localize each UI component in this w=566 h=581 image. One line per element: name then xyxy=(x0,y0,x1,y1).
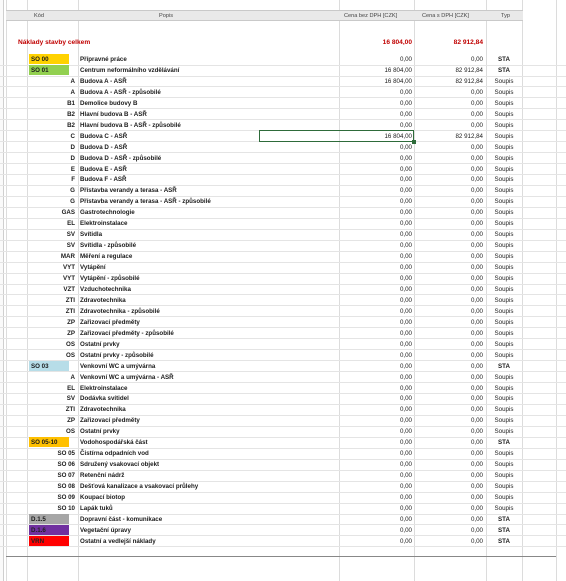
row-price-incl: 0,00 xyxy=(470,329,483,337)
row-price-incl: 0,00 xyxy=(470,340,483,348)
table-row[interactable] xyxy=(0,481,566,492)
row-type: Soupis xyxy=(494,264,514,271)
row-type: STA xyxy=(498,515,510,523)
row-type: Soupis xyxy=(494,176,514,184)
row-type: Soupis xyxy=(494,428,514,436)
row-type: Soupis xyxy=(494,209,514,217)
row-type: Soupis xyxy=(494,285,514,293)
row-price-incl: 0,00 xyxy=(470,439,483,447)
row-price-incl: 0,00 xyxy=(470,351,483,359)
row-description: Sdružený vsakovací objekt xyxy=(80,461,160,469)
header-price-excl-vat: Cena bez DPH [CZK] xyxy=(344,13,398,19)
row-price-excl: 0,00 xyxy=(399,307,412,315)
table-row[interactable] xyxy=(0,404,566,415)
row-description: Svítidla xyxy=(80,231,103,239)
row-type: Soupis xyxy=(494,384,514,392)
row-price-excl: 16 804,00 xyxy=(384,67,412,74)
table-row[interactable] xyxy=(0,339,566,350)
row-code: D.1.6 xyxy=(29,525,69,535)
row-price-incl: 0,00 xyxy=(470,428,483,436)
row-price-excl: 0,00 xyxy=(399,472,412,480)
row-code: C xyxy=(70,132,75,140)
row-code: D xyxy=(70,154,75,162)
row-type: Soupis xyxy=(494,165,514,173)
row-description: Demolice budovy B xyxy=(80,99,138,107)
row-price-excl: 16 804,00 xyxy=(384,132,412,140)
table-row[interactable] xyxy=(0,383,566,394)
row-price-incl: 0,00 xyxy=(470,526,483,534)
row-price-excl: 0,00 xyxy=(399,296,412,304)
row-price-incl: 0,00 xyxy=(470,88,483,96)
row-description: Zdravotechnika xyxy=(80,296,126,304)
row-type: Soupis xyxy=(494,99,514,107)
row-price-excl: 0,00 xyxy=(399,242,412,250)
row-price-excl: 0,00 xyxy=(399,450,412,458)
row-price-excl: 0,00 xyxy=(399,187,412,195)
table-row[interactable] xyxy=(0,350,566,361)
row-price-excl: 0,00 xyxy=(399,526,412,534)
selected-cell[interactable] xyxy=(259,130,414,142)
row-description: Vegetační úpravy xyxy=(80,526,131,534)
row-type: STA xyxy=(498,526,510,534)
row-code: D xyxy=(70,143,75,151)
row-description: Ostatní prvky xyxy=(80,340,120,348)
table-row[interactable] xyxy=(0,525,566,536)
row-type: Soupis xyxy=(494,461,514,469)
row-price-incl: 0,00 xyxy=(470,154,483,162)
row-description: Budova E - ASŘ xyxy=(80,165,127,173)
row-type: Soupis xyxy=(494,296,514,304)
row-description: Zařizovací předměty xyxy=(80,417,140,425)
row-price-incl: 82 912,84 xyxy=(455,67,483,74)
row-code: SO 06 xyxy=(57,461,75,469)
row-price-incl: 0,00 xyxy=(470,318,483,326)
row-type: Soupis xyxy=(494,494,514,501)
row-price-incl: 0,00 xyxy=(470,494,483,501)
table-row[interactable] xyxy=(0,229,566,240)
row-description: Venkovní WC a umývárna - ASŘ xyxy=(80,373,174,381)
row-type: Soupis xyxy=(494,307,514,315)
row-type: Soupis xyxy=(494,220,514,228)
row-code: GAS xyxy=(61,209,75,217)
table-row[interactable] xyxy=(0,328,566,339)
row-price-incl: 0,00 xyxy=(470,461,483,469)
table-row[interactable] xyxy=(0,317,566,328)
row-type: Soupis xyxy=(494,373,514,381)
table-bottom-border xyxy=(6,556,556,557)
row-description: Budova D - ASŘ xyxy=(80,143,128,151)
row-price-excl: 0,00 xyxy=(399,110,412,118)
table-row[interactable] xyxy=(0,393,566,404)
row-type: STA xyxy=(498,362,510,370)
table-row[interactable] xyxy=(0,207,566,218)
row-type: Soupis xyxy=(494,483,514,490)
row-type: Soupis xyxy=(494,198,514,206)
row-price-incl: 0,00 xyxy=(470,231,483,239)
table-row[interactable] xyxy=(0,503,566,514)
row-description: Dopravní část - komunikace xyxy=(80,515,163,523)
row-price-incl: 0,00 xyxy=(470,198,483,206)
table-row[interactable] xyxy=(0,448,566,459)
row-description: Hlavní budova B - ASŘ xyxy=(80,110,147,118)
row-code: D.1.5 xyxy=(29,514,69,524)
row-price-excl: 0,00 xyxy=(399,253,412,261)
row-price-excl: 0,00 xyxy=(399,275,412,282)
row-price-incl: 0,00 xyxy=(470,264,483,271)
row-description: Budova D - ASŘ - způsobilé xyxy=(80,154,162,162)
row-type: Soupis xyxy=(494,88,514,96)
row-price-excl: 0,00 xyxy=(399,165,412,173)
table-row[interactable] xyxy=(0,459,566,470)
row-type: Soupis xyxy=(494,242,514,250)
row-type: Soupis xyxy=(494,231,514,239)
row-description: Přístavba verandy a terasa - ASŘ - způsobilé xyxy=(80,198,211,206)
row-description: Vytápění xyxy=(80,264,106,271)
row-code: SV xyxy=(66,242,75,250)
row-description: Ostatní a vedlejší náklady xyxy=(80,537,156,545)
row-code: ZP xyxy=(67,417,75,425)
table-row[interactable] xyxy=(0,196,566,207)
column-header-row xyxy=(6,10,523,21)
row-code: SO 05 xyxy=(57,450,75,458)
row-price-excl: 0,00 xyxy=(399,351,412,359)
row-code: A xyxy=(70,373,75,381)
row-price-excl: 0,00 xyxy=(399,417,412,425)
row-price-incl: 0,00 xyxy=(470,99,483,107)
row-price-incl: 0,00 xyxy=(470,417,483,425)
row-price-excl: 0,00 xyxy=(399,176,412,184)
row-price-excl: 0,00 xyxy=(399,318,412,326)
row-description: Lapák tuků xyxy=(80,504,113,512)
row-code: ZTI xyxy=(65,307,75,315)
row-description: Vytápění - způsobilé xyxy=(80,275,140,282)
row-price-excl: 0,00 xyxy=(399,483,412,490)
row-type: Soupis xyxy=(494,504,514,512)
row-type: Soupis xyxy=(494,253,514,261)
row-price-excl: 0,00 xyxy=(399,384,412,392)
row-price-excl: 0,00 xyxy=(399,143,412,151)
row-description: Retenční nádrž xyxy=(80,472,125,480)
row-code: VZT xyxy=(63,285,75,293)
row-description: Ostatní prvky - způsobilé xyxy=(80,351,154,359)
row-price-incl: 0,00 xyxy=(470,187,483,195)
row-price-excl: 0,00 xyxy=(399,154,412,162)
row-price-incl: 0,00 xyxy=(470,472,483,480)
row-description: Zdravotechnika - způsobilé xyxy=(80,307,160,315)
row-price-incl: 0,00 xyxy=(470,176,483,184)
row-description: Ostatní prvky xyxy=(80,428,120,436)
row-price-incl: 82 912,84 xyxy=(455,132,483,140)
row-price-incl: 0,00 xyxy=(470,373,483,381)
row-price-excl: 0,00 xyxy=(399,406,412,414)
row-price-incl: 0,00 xyxy=(470,285,483,293)
table-row[interactable] xyxy=(0,153,566,164)
table-row[interactable] xyxy=(0,76,566,87)
row-code: SO 10 xyxy=(57,504,75,512)
row-gridline xyxy=(0,546,566,547)
row-type: Soupis xyxy=(494,340,514,348)
table-row[interactable] xyxy=(0,174,566,185)
row-price-incl: 0,00 xyxy=(470,275,483,282)
row-price-incl: 0,00 xyxy=(470,483,483,490)
row-description: Centrum neformálního vzdělávání xyxy=(80,67,180,74)
row-price-incl: 0,00 xyxy=(470,504,483,512)
row-code: B2 xyxy=(67,110,75,118)
row-price-excl: 16 804,00 xyxy=(384,77,412,85)
row-price-incl: 0,00 xyxy=(470,209,483,217)
row-code: SO 07 xyxy=(57,472,75,480)
row-code: B1 xyxy=(67,99,75,107)
row-price-excl: 0,00 xyxy=(399,56,412,63)
table-row[interactable] xyxy=(0,185,566,196)
row-price-incl: 0,00 xyxy=(470,450,483,458)
table-row[interactable] xyxy=(0,470,566,481)
row-code: MAR xyxy=(60,253,75,261)
row-code: SV xyxy=(66,231,75,239)
row-price-incl: 82 912,84 xyxy=(455,77,483,85)
row-type: STA xyxy=(498,439,510,447)
row-price-excl: 0,00 xyxy=(399,362,412,370)
row-code: E xyxy=(70,165,75,173)
row-code: B2 xyxy=(67,121,75,129)
row-type: Soupis xyxy=(494,450,514,458)
row-price-incl: 0,00 xyxy=(470,165,483,173)
row-description: Budova A - ASŘ xyxy=(80,77,127,85)
row-description: Koupací biotop xyxy=(80,494,126,501)
row-code: G xyxy=(70,198,75,206)
total-row[interactable] xyxy=(0,37,566,48)
table-row[interactable] xyxy=(0,361,566,372)
row-price-incl: 0,00 xyxy=(470,307,483,315)
row-code: OS xyxy=(66,340,75,348)
table-row[interactable] xyxy=(0,164,566,175)
row-description: Elektroinstalace xyxy=(80,220,128,228)
row-code: ZP xyxy=(67,329,75,337)
row-description: Zdravotechnika xyxy=(80,406,126,414)
row-description: Elektroinstalace xyxy=(80,384,128,392)
row-code: F xyxy=(71,176,75,184)
table-row[interactable] xyxy=(0,306,566,317)
row-type: Soupis xyxy=(494,110,514,118)
row-price-incl: 0,00 xyxy=(470,395,483,403)
row-price-incl: 0,00 xyxy=(470,537,483,545)
row-code: VRN xyxy=(29,536,69,546)
row-description: Vodohospodářská část xyxy=(80,439,148,447)
row-code: A xyxy=(70,88,75,96)
row-code: EL xyxy=(67,384,75,392)
row-type: Soupis xyxy=(494,351,514,359)
row-price-incl: 0,00 xyxy=(470,384,483,392)
row-type: Soupis xyxy=(494,406,514,414)
row-description: Přístavba verandy a terasa - ASŘ xyxy=(80,187,177,195)
row-price-excl: 0,00 xyxy=(399,395,412,403)
row-type: Soupis xyxy=(494,143,514,151)
row-price-incl: 0,00 xyxy=(470,121,483,129)
row-description: Dodávka svítidel xyxy=(80,395,129,403)
row-description: Zařizovací předměty - způsobilé xyxy=(80,329,174,337)
table-row[interactable] xyxy=(0,372,566,383)
row-price-incl: 0,00 xyxy=(470,110,483,118)
row-description: Gastrotechnologie xyxy=(80,209,135,217)
table-row[interactable] xyxy=(0,426,566,437)
fill-handle[interactable] xyxy=(412,140,416,144)
table-row[interactable] xyxy=(0,492,566,503)
row-type: STA xyxy=(498,67,510,74)
row-price-excl: 0,00 xyxy=(399,515,412,523)
table-row[interactable] xyxy=(0,262,566,273)
header-price-incl-vat: Cena s DPH [CZK] xyxy=(422,13,469,19)
total-label: Náklady stavby celkem xyxy=(18,39,91,46)
row-code: A xyxy=(70,77,75,85)
row-code: SO 01 xyxy=(29,65,69,75)
row-description: Budova C - ASŘ xyxy=(80,132,128,140)
row-price-incl: 0,00 xyxy=(470,296,483,304)
row-type: Soupis xyxy=(494,121,514,129)
row-code: OS xyxy=(66,428,75,436)
row-type: Soupis xyxy=(494,187,514,195)
row-price-excl: 0,00 xyxy=(399,99,412,107)
row-code: VYT xyxy=(62,275,75,282)
table-row[interactable] xyxy=(0,65,566,76)
row-price-incl: 0,00 xyxy=(470,406,483,414)
row-description: Budova F - ASŘ xyxy=(80,176,127,184)
row-price-incl: 0,00 xyxy=(470,515,483,523)
row-price-excl: 0,00 xyxy=(399,285,412,293)
header-code: Kód xyxy=(34,13,44,19)
row-code: SO 00 xyxy=(29,54,69,64)
row-code: ZTI xyxy=(65,296,75,304)
total-price-excl: 16 804,00 xyxy=(382,39,412,46)
row-price-incl: 0,00 xyxy=(470,242,483,250)
table-row[interactable] xyxy=(0,218,566,229)
row-price-excl: 0,00 xyxy=(399,428,412,436)
row-price-excl: 0,00 xyxy=(399,231,412,239)
table-row[interactable] xyxy=(0,142,566,153)
row-type: Soupis xyxy=(494,318,514,326)
row-description: Čistírna odpadních vod xyxy=(80,450,149,458)
table-row[interactable] xyxy=(0,536,566,547)
row-description: Přípravné práce xyxy=(80,56,127,63)
row-description: Hlavní budova B - ASŘ - způsobilé xyxy=(80,121,181,129)
table-row[interactable] xyxy=(0,415,566,426)
table-row[interactable] xyxy=(0,295,566,306)
row-price-incl: 0,00 xyxy=(470,56,483,63)
row-code: SO 03 xyxy=(29,361,69,371)
row-price-excl: 0,00 xyxy=(399,264,412,271)
row-code: EL xyxy=(67,220,75,228)
table-row[interactable] xyxy=(0,284,566,295)
row-type: Soupis xyxy=(494,132,514,140)
table-row[interactable] xyxy=(0,273,566,284)
row-description: Svítidla - způsobilé xyxy=(80,242,137,250)
row-price-excl: 0,00 xyxy=(399,220,412,228)
table-row[interactable] xyxy=(0,240,566,251)
row-code: ZTI xyxy=(65,406,75,414)
row-code: OS xyxy=(66,351,75,359)
row-price-excl: 0,00 xyxy=(399,329,412,337)
row-code: ZP xyxy=(67,318,75,326)
row-type: Soupis xyxy=(494,472,514,480)
row-price-excl: 0,00 xyxy=(399,461,412,469)
row-description: Dešťová kanalizace a vsakovací průlehy xyxy=(80,483,199,490)
row-description: Měření a regulace xyxy=(80,253,133,261)
row-code: SO 08 xyxy=(57,483,75,490)
header-description: Popis xyxy=(159,13,173,19)
row-type: STA xyxy=(498,537,510,545)
table-row[interactable] xyxy=(0,514,566,525)
row-type: Soupis xyxy=(494,417,514,425)
row-type: STA xyxy=(498,56,510,63)
table-row[interactable] xyxy=(0,54,566,65)
table-row[interactable] xyxy=(0,109,566,120)
row-code: SO 05-10 xyxy=(29,437,69,447)
table-row[interactable] xyxy=(0,251,566,262)
table-row[interactable] xyxy=(0,437,566,448)
row-description: Budova A - ASŘ - způsobilé xyxy=(80,88,161,96)
row-code: SV xyxy=(66,395,75,403)
row-price-incl: 0,00 xyxy=(470,362,483,370)
row-price-incl: 0,00 xyxy=(470,220,483,228)
row-price-excl: 0,00 xyxy=(399,198,412,206)
row-price-excl: 0,00 xyxy=(399,340,412,348)
row-code: G xyxy=(70,187,75,195)
row-price-excl: 0,00 xyxy=(399,373,412,381)
row-type: Soupis xyxy=(494,275,514,282)
row-type: Soupis xyxy=(494,329,514,337)
row-description: Venkovní WC a umývárna xyxy=(80,362,156,370)
row-description: Zařizovací předměty xyxy=(80,318,140,326)
table-row[interactable] xyxy=(0,87,566,98)
row-code: SO 09 xyxy=(57,494,75,501)
row-price-incl: 0,00 xyxy=(470,253,483,261)
row-price-excl: 0,00 xyxy=(399,209,412,217)
row-price-excl: 0,00 xyxy=(399,88,412,96)
row-type: Soupis xyxy=(494,395,514,403)
row-price-excl: 0,00 xyxy=(399,494,412,501)
row-price-incl: 0,00 xyxy=(470,143,483,151)
row-price-excl: 0,00 xyxy=(399,537,412,545)
row-code: VYT xyxy=(62,264,75,271)
row-price-excl: 0,00 xyxy=(399,504,412,512)
header-type: Typ xyxy=(501,13,511,19)
row-price-excl: 0,00 xyxy=(399,121,412,129)
total-price-incl: 82 912,84 xyxy=(453,39,483,46)
row-price-excl: 0,00 xyxy=(399,439,412,447)
row-type: Soupis xyxy=(494,154,514,162)
table-row[interactable] xyxy=(0,98,566,109)
row-description: Vzduchotechnika xyxy=(80,285,131,293)
row-type: Soupis xyxy=(494,77,514,85)
